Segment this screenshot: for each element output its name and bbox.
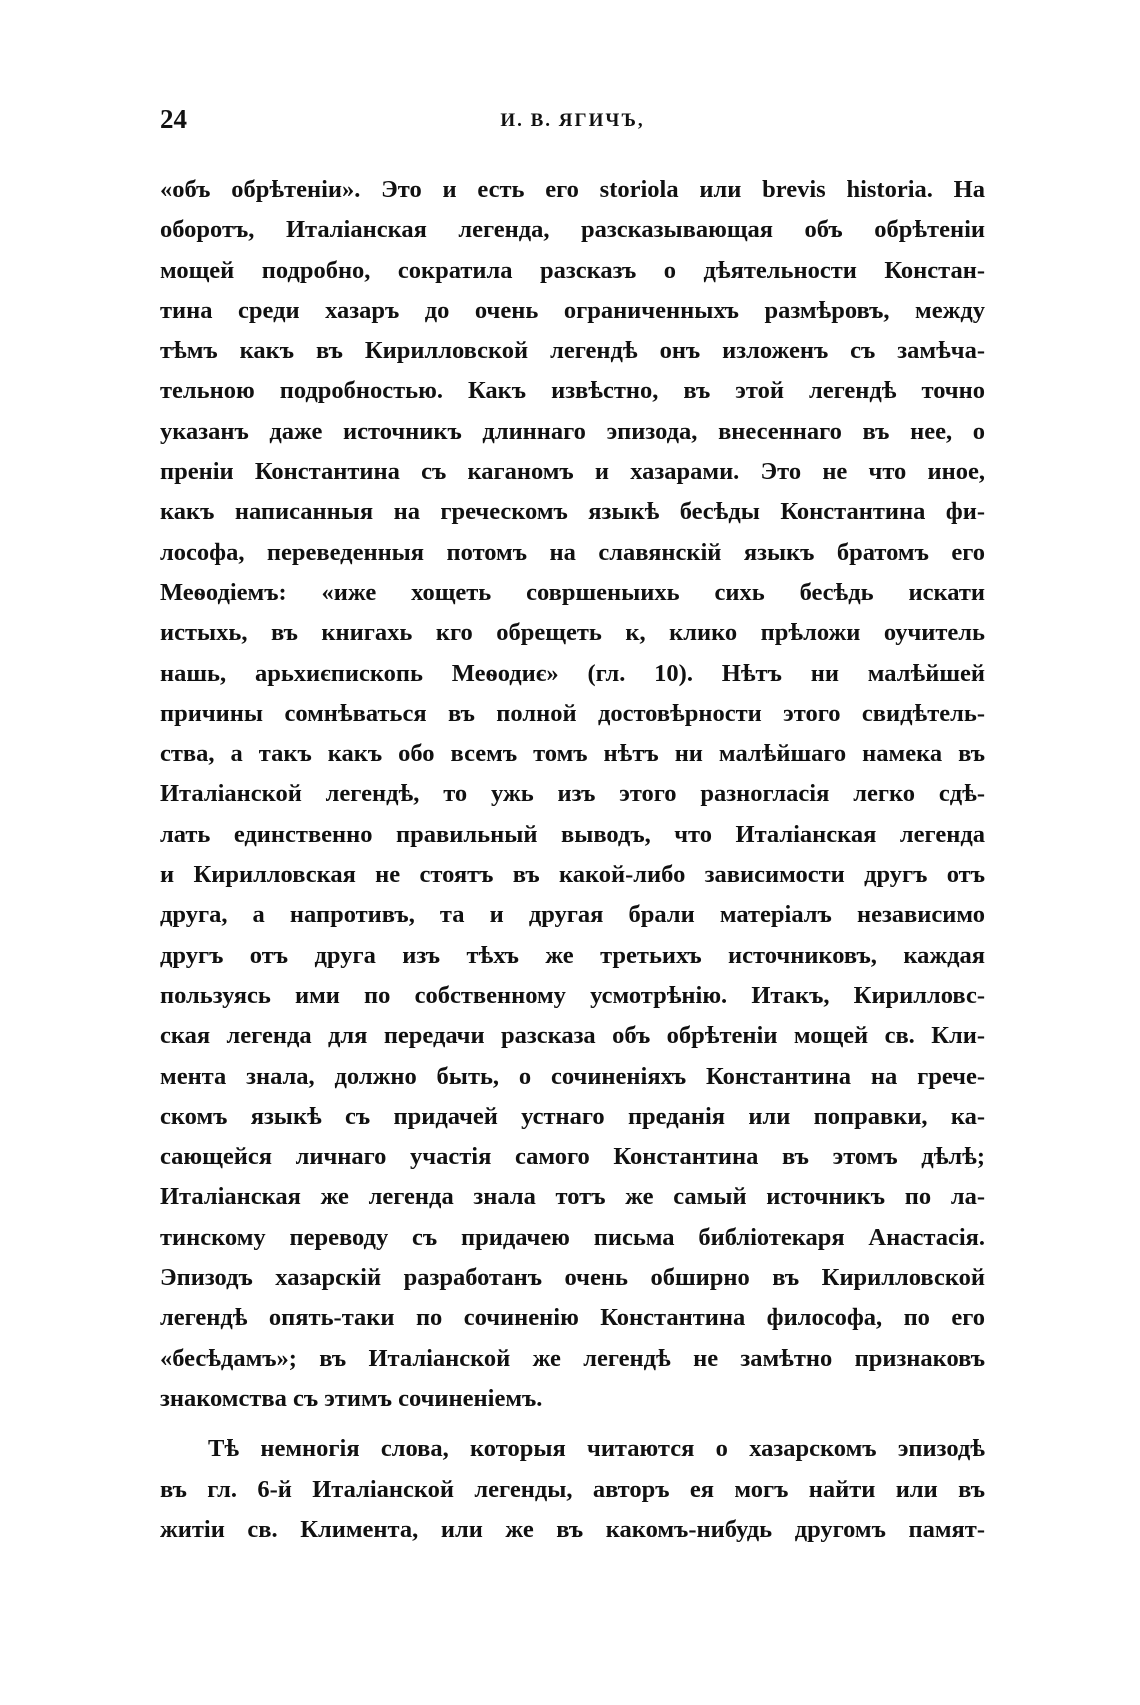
page-header <box>160 100 985 144</box>
text-line: въ гл. 6-й Италіанской легенды, авторъ ея могъ найти или въ <box>160 1475 985 1503</box>
text-line: и Кирилловская не стоятъ въ какой-либо зависимости другъ отъ <box>160 861 985 889</box>
text-line: легендѣ опять-таки по сочиненію Константина философа, по его <box>160 1304 985 1332</box>
running-head: И. В. ЯГИЧЪ, <box>500 110 645 131</box>
text-line: мента знала, должно быть, о сочиненіяхъ Константина на грече- <box>160 1062 985 1090</box>
text-line: скомъ языкѣ съ придачей устнаго преданія или поправки, ка- <box>160 1102 985 1130</box>
text-line: мощей подробно, сократила разсказъ о дѣятельности Констан- <box>160 256 985 284</box>
text-line: какъ написанныя на греческомъ языкѣ бесѣды Константина фи- <box>160 498 985 526</box>
paragraph-2 <box>160 1429 985 1550</box>
text-line: тинскому переводу съ придачею письма библіотекаря Анастасія. <box>160 1223 985 1251</box>
text-line: Тѣ немногія слова, которыя читаются о хазарскомъ эпизодѣ <box>208 1435 985 1463</box>
body-text <box>160 170 985 1550</box>
page-number: 24 <box>160 104 187 134</box>
text-line: преніи Константина съ каганомъ и хазарами. Это не что иное, <box>160 458 985 486</box>
text-line: Италіанская же легенда знала тотъ же самый источникъ по ла- <box>160 1183 985 1211</box>
book-page <box>160 100 985 1550</box>
text-line: знакомства съ этимъ сочиненіемъ. <box>160 1384 543 1412</box>
text-line: Меѳодіемъ: «иже хощеть совршеныихь сихь бесѣдь искати <box>160 578 985 606</box>
text-line: тѣмъ какъ въ Кирилловской легендѣ онъ изложенъ съ замѣча- <box>160 337 985 365</box>
text-line: пользуясь ими по собственному усмотрѣнію. Итакъ, Кирилловс- <box>160 981 985 1009</box>
text-line: лать единственно правильный выводъ, что Италіанская легенда <box>160 820 985 848</box>
text-line: лософа, переведенныя потомъ на славянскій языкъ братомъ его <box>160 538 985 566</box>
paragraph-1 <box>160 170 985 1419</box>
text-line: тельною подробностью. Какъ извѣстно, въ этой легендѣ точно <box>160 377 985 405</box>
text-line: Италіанской легендѣ, то ужь изъ этого разногласія легко сдѣ- <box>160 780 985 808</box>
text-line: другъ отъ друга изъ тѣхъ же третьихъ источниковъ, каждая <box>160 941 985 969</box>
text-line: указанъ даже источникъ длиннаго эпизода, внесеннаго въ нее, о <box>160 417 985 445</box>
text-line: нашь, арьхиєпископь Меѳодиє» (гл. 10). Нѣтъ ни малѣйшей <box>160 659 985 687</box>
text-line: оборотъ, Италіанская легенда, разсказывающая объ обрѣтеніи <box>160 216 985 244</box>
text-line: ская легенда для передачи разсказа объ обрѣтеніи мощей св. Кли- <box>160 1022 985 1050</box>
text-line: истыхь, въ книгахь кго обрещеть к, клико прѣложи оучитель <box>160 619 985 647</box>
text-line: Эпизодъ хазарскій разработанъ очень обширно въ Кирилловской <box>160 1264 985 1292</box>
text-line: «объ обрѣтеніи». Это и есть его storiola или brevis historia. На <box>160 176 985 203</box>
text-line: «бесѣдамъ»; въ Италіанской же легендѣ не замѣтно признаковъ <box>160 1344 985 1372</box>
text-line: тина среди хазаръ до очень ограниченныхъ размѣровъ, между <box>160 296 985 324</box>
paragraph-gap <box>160 1419 985 1429</box>
text-line: сающейся личнаго участія самого Константина въ этомъ дѣлѣ; <box>160 1143 985 1171</box>
text-line: друга, а напротивъ, та и другая брали матеріалъ независимо <box>160 901 985 929</box>
text-line: ства, а такъ какъ обо всемъ томъ нѣтъ ни малѣйшаго намека въ <box>160 740 985 768</box>
text-line: причины сомнѣваться въ полной достовѣрности этого свидѣтель- <box>160 699 985 727</box>
text-line: житіи св. Климента, или же въ какомъ-нибудь другомъ памят- <box>160 1515 985 1543</box>
